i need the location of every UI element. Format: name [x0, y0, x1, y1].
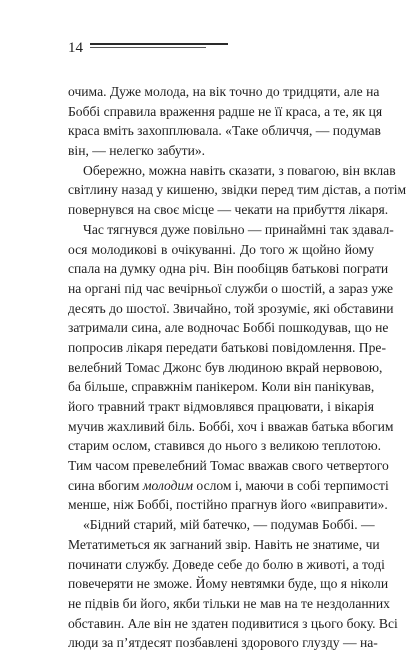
text-line: [68, 476, 389, 496]
text-line: на органі під час вечірньої служби о шостій, а зараз уже: [68, 280, 394, 296]
body-text: [68, 82, 407, 653]
text-line: починати службу. Доведе себе до болю в животі, а тоді: [68, 556, 385, 572]
text-line: затримали сина, але водночас Боббі пошкодував, що не: [68, 320, 389, 336]
text-line: ося молодикові в очікуванні. До того ж щойно йому: [68, 241, 374, 257]
text-line: краса вміть захопплювала. «Таке обличчя, — подумав: [68, 123, 381, 139]
text-line: велебний Томас Джонс був людиною вкрай нервовою,: [68, 359, 383, 375]
text-line: старим ослом, ставився до нього з великою теплотою.: [68, 438, 382, 454]
text-line: попросив лікаря передати батькові повідомлення. Пре-: [68, 339, 386, 355]
text-line: Обережно, можна навіть сказати, з повагою, він вклав: [83, 162, 396, 178]
text-line: спала на думку одна річ. Він пообіцяв батькові пограти: [68, 261, 389, 277]
text-line: мучив жахливий біль. Боббі, хоч і вважав батька вбогим: [68, 418, 394, 434]
text-line: повернувся на своє місце — чекати на прибуття лікаря.: [68, 202, 389, 218]
text-line: менше, ніж Боббі, постійно прагнув його «виправити».: [68, 497, 388, 513]
text-line: ба більше, справжнім панікером. Коли він панікував,: [68, 379, 375, 395]
header-rule-thick: [90, 43, 228, 45]
emphasis-text: молодим: [142, 477, 194, 493]
text-segment: ослом і, маючи в собі терпимості: [193, 477, 389, 493]
text-line: він, — нелегко забути».: [68, 143, 206, 159]
text-line: Боббі справила враження радше не її краса, а те, як ця: [68, 103, 383, 119]
text-line: люди за п’ятдесят позбавлені здорового глузду — на-: [68, 635, 378, 651]
text-line: очима. Дуже молода, на вік точно до тридцяти, але на: [68, 84, 380, 99]
text-line: Тим часом превелебний Томас вважав свого четвертого: [68, 458, 389, 474]
text-line: не підвів би його, якби тільки не мав на те нездоланних: [68, 595, 390, 611]
page-number: 14: [68, 40, 83, 56]
text-line: десять до шостої. Звичайно, той зрозуміє, які обставини: [68, 300, 394, 316]
text-line: світлину назад у кишеню, звідки перед тим дістав, а потім: [68, 182, 407, 198]
header-rule: [90, 43, 228, 49]
text-segment: сина вбогим: [68, 477, 143, 493]
text-line: Метатиметься як загнаний звір. Навіть не знатиме, чи: [68, 536, 380, 552]
text-line: обставин. Але він не здатен подивитися з цього боку. Всі: [68, 615, 398, 631]
text-line: його травний тракт відмовлявся працювати, і вікарія: [68, 399, 374, 414]
header-rule-thin: [90, 47, 206, 48]
text-line: повечеряти не зможе. Йому невтямки буде, що я ніколи: [68, 576, 389, 592]
text-line: Час тягнувся дуже повільно — принаймні так здавал-: [83, 221, 394, 237]
text-line: «Бідний старий, мій батечко, — подумав Боббі. —: [83, 517, 375, 533]
